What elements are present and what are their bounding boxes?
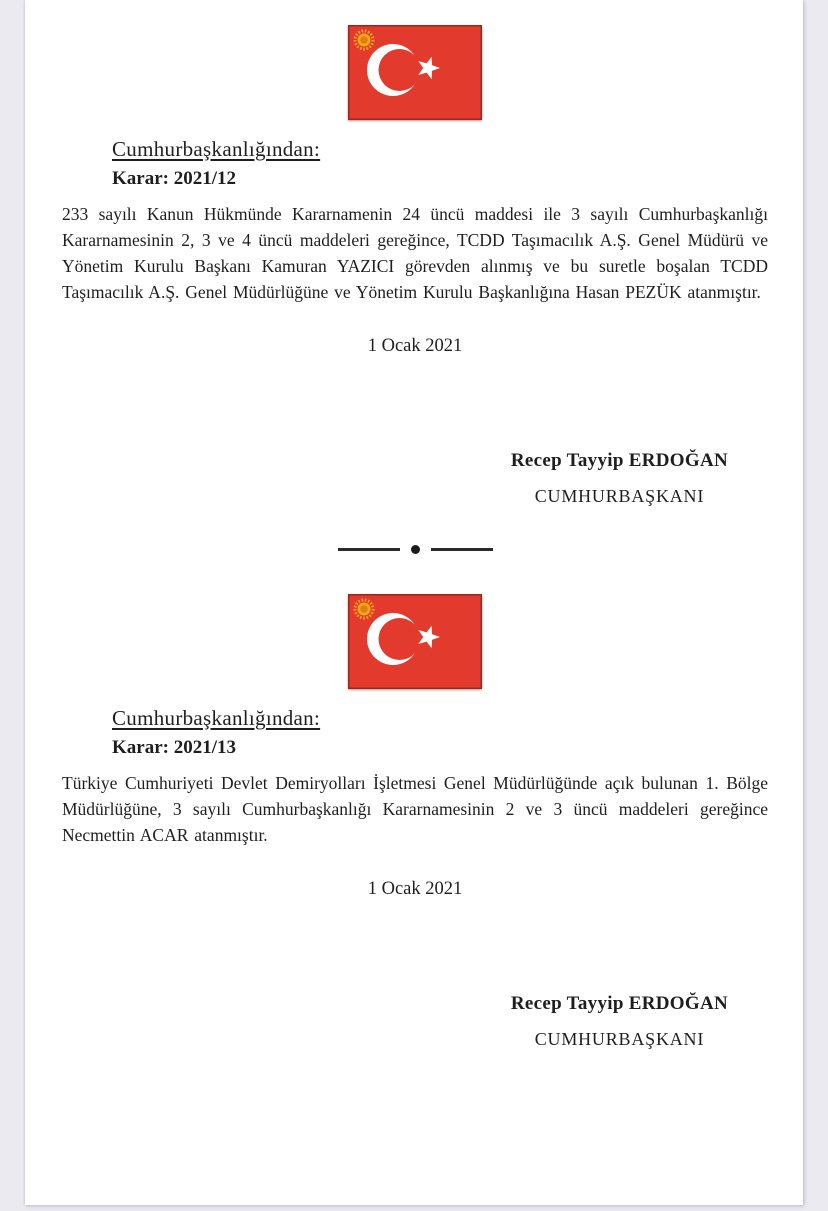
decree-date: 1 Ocak 2021 (367, 336, 463, 356)
signer-title: CUMHURBAŞKANI (534, 486, 705, 506)
section-divider (62, 545, 768, 554)
sun-emblem-core-icon (360, 605, 368, 613)
turkish-presidential-flag-icon (348, 25, 482, 120)
decree-number: Karar: 2021/13 (112, 737, 237, 758)
decree-heading: Cumhurbaşkanlığından: (112, 706, 321, 730)
turkish-presidential-flag-icon (348, 594, 482, 689)
flag-container (62, 594, 768, 689)
crescent-cutout (379, 618, 421, 660)
divider-line-left (338, 548, 400, 551)
flag-container (62, 25, 768, 120)
document-page (25, 0, 803, 1205)
divider-dot (411, 545, 420, 554)
decree-section-1 (62, 25, 768, 507)
crescent-cutout (379, 49, 421, 91)
decree-date: 1 Ocak 2021 (367, 879, 463, 899)
divider-line-right (431, 548, 493, 551)
signature-block (511, 993, 728, 1050)
decree-number: Karar: 2021/12 (112, 168, 237, 189)
sun-emblem-core-icon (360, 36, 368, 44)
decree-heading: Cumhurbaşkanlığından: (112, 137, 321, 161)
signer-name: Recep Tayyip ERDOĞAN (510, 993, 728, 1014)
signature-block (511, 450, 728, 507)
signer-name: Recep Tayyip ERDOĞAN (510, 450, 728, 471)
decree-body-text: Türkiye Cumhuriyeti Devlet Demiryolları İşletmesi Genel Müdürlüğünde açık bulunan 1. Bölge Müdürlüğüne, 3 sayılı Cumhurbaşkanlığı Kararnamesinin 2 ve 3 üncü maddeleri gereğince Necmettin ACAR atanmıştır. (62, 773, 768, 845)
signer-title: CUMHURBAŞKANI (534, 1029, 705, 1049)
decree-body-text: 233 sayılı Kanun Hükmünde Kararnamenin 24 üncü maddesi ile 3 sayılı Cumhurbaşkanlığı Kararnamesinin 2, 3 ve 4 üncü maddeleri gereğince, TCDD Taşımacılık A.Ş. Genel Müdürü ve Yönetim Kurulu Başkanı Kamuran YAZICI görevden alınmış ve bu suretle boşalan TCDD Taşımacılık A.Ş. Genel Müdürlüğüne ve Yönetim Kurulu Başkanlığına Hasan PEZÜK atanmıştır. (62, 204, 768, 302)
decree-section-2 (62, 594, 768, 1050)
